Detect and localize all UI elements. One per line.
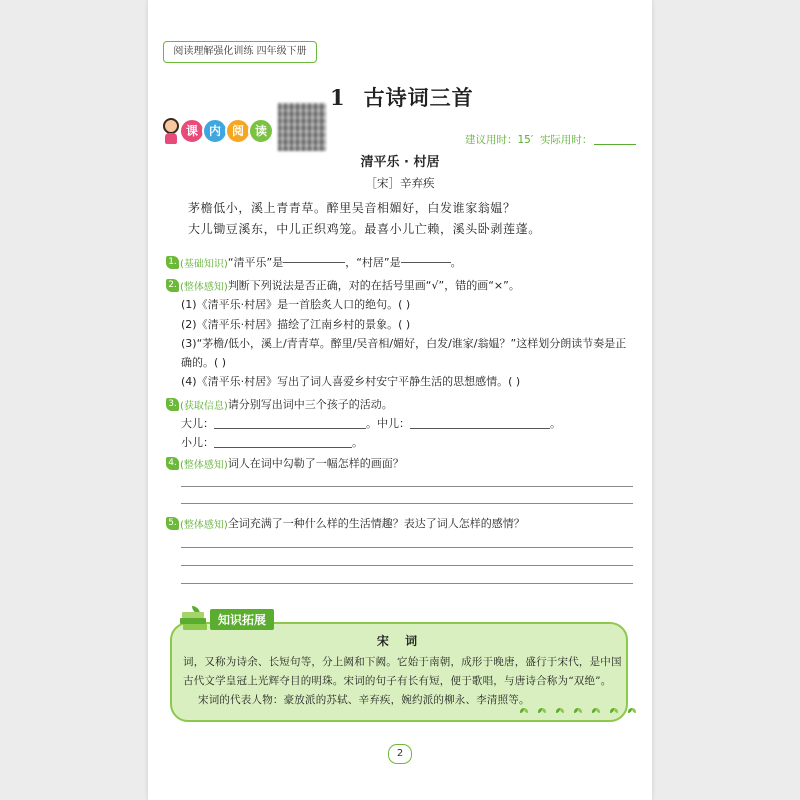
judgement-item-2[interactable]: (2)《清平乐·村居》描绘了江南乡村的景象。( ) <box>181 318 411 331</box>
answer-label: 小儿： <box>181 436 214 449</box>
sprout-icon <box>538 708 547 716</box>
poem-line-2: 大儿锄豆溪东，中儿正织鸡笼。最喜小儿亡赖，溪头卧剥莲蓬。 <box>188 222 541 236</box>
answer-line[interactable] <box>181 486 633 487</box>
question-text: 。 <box>450 256 462 269</box>
question-tag: (整体感知) <box>180 281 228 293</box>
poem-author: ［宋］辛弃疾 <box>365 176 435 190</box>
knowledge-line-2: 古代文学皇冠上光辉夺目的明珠。宋词的句子有长有短，便于歌唱，与唐诗合称为“双绝”。 <box>183 675 612 687</box>
answer-label: 。中儿： <box>366 417 410 430</box>
answer-line[interactable] <box>181 547 633 548</box>
question-tag: (基础知识) <box>180 258 228 270</box>
question-text: 词人在词中勾勒了一幅怎样的画面？ <box>227 457 404 470</box>
knowledge-label: 知识拓展 <box>210 609 274 630</box>
actual-time-blank[interactable] <box>594 144 636 145</box>
question-number: 1. <box>166 256 179 269</box>
judgement-item-3[interactable]: (3)“茅檐/低小，溪上/青青草。醉里/吴音相/媚好，白发/谁家/翁媪？”这样划分朗读节奏是正 <box>181 337 627 350</box>
answer-label: 。 <box>352 436 363 449</box>
knowledge-line-3: 宋词的代表人物：豪放派的苏轼、辛弃疾，婉约派的柳永、李清照等。 <box>198 694 530 706</box>
answer-line[interactable] <box>181 583 633 584</box>
badge-char-3: 阅 <box>225 118 251 144</box>
answer-label: 大儿： <box>181 417 214 430</box>
question-3 <box>166 396 393 412</box>
question-1 <box>166 254 462 270</box>
question-number: 4. <box>166 457 179 470</box>
answer-blank[interactable] <box>410 428 550 429</box>
question-tag: (整体感知) <box>180 459 228 471</box>
answer-blank[interactable] <box>401 262 451 263</box>
knowledge-line-1: 词，又称为诗余、长短句等，分上阙和下阙。它始于南朝，成形于晚唐，盛行于宋代，是中国 <box>183 656 622 668</box>
sprout-icon <box>556 708 565 716</box>
question-5 <box>166 515 525 531</box>
badge-char-4: 读 <box>248 118 274 144</box>
question-number: 2. <box>166 279 179 292</box>
question-text: ，“村居”是 <box>345 256 401 269</box>
badge-char-2: 内 <box>202 118 228 144</box>
lesson-title-text: 古诗词三首 <box>363 85 474 110</box>
page-number: 2 <box>388 744 412 764</box>
student-icon <box>160 118 182 144</box>
answer-label: 。 <box>550 417 561 430</box>
judgement-item-4[interactable]: (4)《清平乐·村居》写出了词人喜爱乡村安宁平静生活的思想感情。( ) <box>181 375 521 388</box>
question-number: 5. <box>166 517 179 530</box>
books-icon <box>178 606 210 632</box>
answer-row-xiao <box>181 434 363 450</box>
badge-char-1: 课 <box>179 118 205 144</box>
sprout-decoration <box>520 708 637 716</box>
question-text: “清平乐”是 <box>227 256 284 269</box>
question-text: 全词充满了一种什么样的生活情趣？表达了词人怎样的感情？ <box>227 517 525 530</box>
question-text: 请分别写出词中三个孩子的活动。 <box>227 398 393 411</box>
question-number: 3. <box>166 398 179 411</box>
answer-row-da-zhong <box>181 415 561 431</box>
question-2 <box>166 277 520 293</box>
sprout-icon <box>520 708 529 716</box>
poem-title: 清平乐 · 村居 <box>360 155 440 170</box>
lesson-number: 1 <box>330 85 346 110</box>
answer-blank[interactable] <box>283 262 345 263</box>
qr-code-icon[interactable] <box>278 103 326 151</box>
answer-line[interactable] <box>181 565 633 566</box>
sprout-icon <box>574 708 583 716</box>
in-class-reading-badge <box>160 116 274 146</box>
time-info <box>465 132 636 147</box>
sprout-icon <box>610 708 619 716</box>
question-4 <box>166 455 404 471</box>
judgement-item-3-cont[interactable]: 确的。( ) <box>181 356 227 369</box>
answer-blank[interactable] <box>214 428 366 429</box>
answer-blank[interactable] <box>214 447 352 448</box>
knowledge-tab <box>178 606 274 632</box>
judgement-item-1[interactable]: (1)《清平乐·村居》是一首脍炙人口的绝句。( ) <box>181 298 411 311</box>
question-tag: (整体感知) <box>180 519 228 531</box>
lesson-title <box>330 82 474 112</box>
sprout-icon <box>628 708 637 716</box>
knowledge-title: 宋 词 <box>376 634 424 648</box>
book-title-header: 阅读理解强化训练 四年级下册 <box>163 41 317 63</box>
suggested-time: 建议用时：15′ <box>465 134 534 146</box>
question-tag: (获取信息) <box>180 400 228 412</box>
question-text: 判断下列说法是否正确，对的在括号里画“√”，错的画“×”。 <box>227 279 520 292</box>
actual-time-label: 实际用时： <box>539 134 593 146</box>
sprout-icon <box>592 708 601 716</box>
poem-line-1: 茅檐低小，溪上青青草。醉里吴音相媚好，白发谁家翁媪？ <box>188 201 516 215</box>
answer-line[interactable] <box>181 503 633 504</box>
